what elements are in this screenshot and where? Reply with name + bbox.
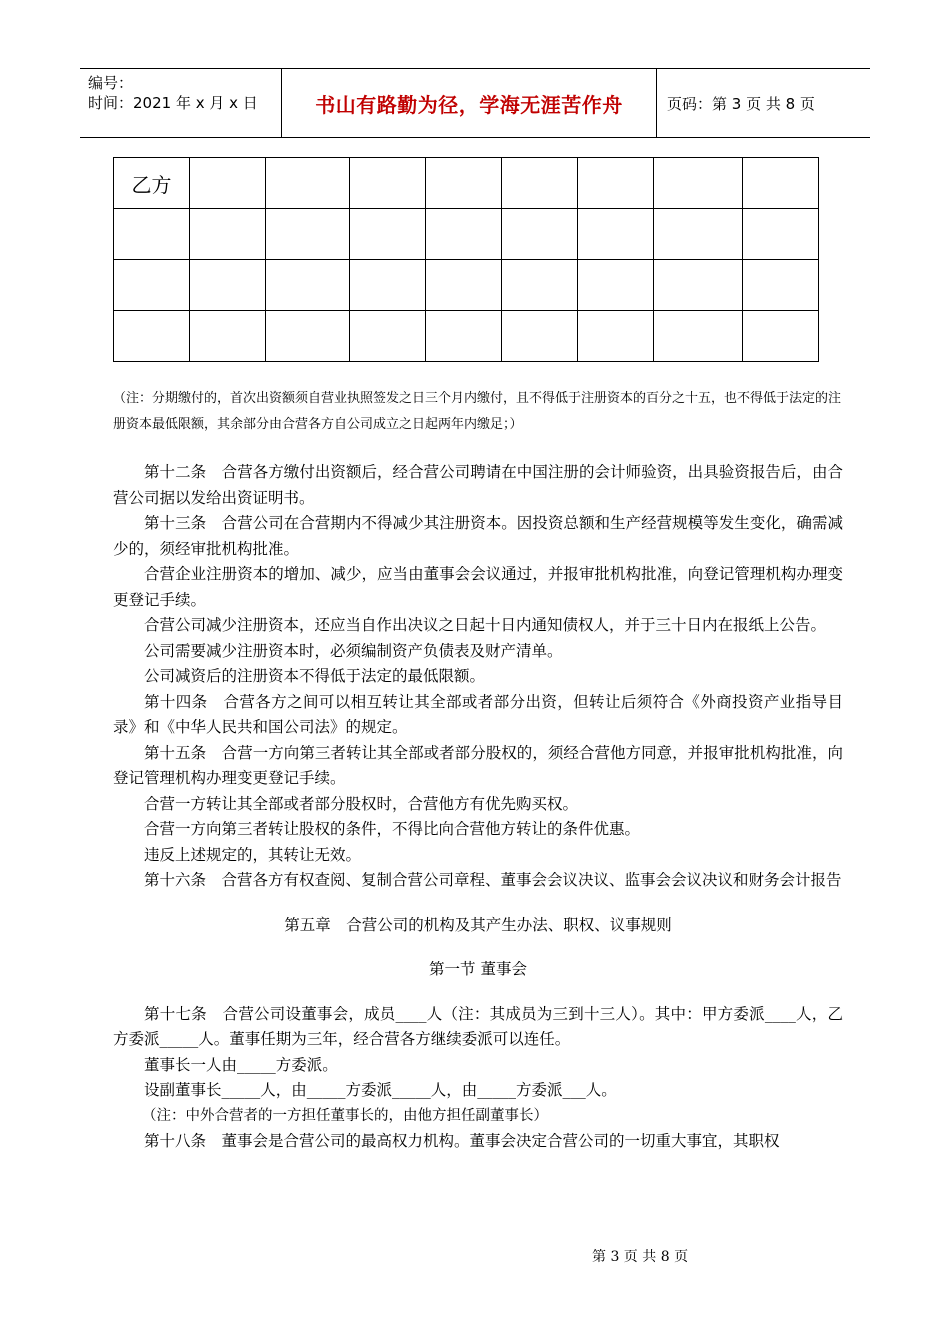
table-cell (266, 260, 350, 311)
paragraph: 第十二条 合营各方缴付出资额后，经合营公司聘请在中国注册的会计师验资，出具验资报告后，由合营公司据以发给出资证明书。 (113, 463, 843, 507)
paragraph: 第十四条 合营各方之间可以相互转让其全部或者部分出资，但转让后须符合《外商投资产业指导目录》和《中华人民共和国公司法》的规定。 (113, 692, 843, 736)
paragraph: 合营一方向第三者转让股权的条件，不得比向合营他方转让的条件优惠。 (144, 820, 641, 838)
paragraph: 公司需要减少注册资本时，必须编制资产负债表及财产清单。 (144, 641, 563, 660)
paragraph-note: （注：中外合营者的一方担任董事长的，由他方担任副董事长） (142, 1107, 548, 1124)
table-cell (654, 311, 743, 362)
table-cell (426, 209, 502, 260)
header-motto: 书山有路勤为径，学海无涯苦作舟 (282, 69, 657, 137)
table-cell (426, 158, 502, 209)
table-cell (654, 209, 743, 260)
table-cell (426, 311, 502, 362)
table-cell (266, 158, 350, 209)
number-label: 编号： (88, 74, 134, 92)
time-label: 时间：2021 年 x 月 x 日 (88, 94, 258, 112)
table-cell (350, 311, 426, 362)
contribution-table (113, 157, 819, 362)
table-cell (350, 260, 426, 311)
table-cell (502, 260, 578, 311)
paragraph: 第十五条 合营一方向第三者转让其全部或者部分股权的，须经合营他方同意，并报审批机构批准，向登记管理机构办理变更登记手续。 (113, 743, 843, 787)
table-cell (743, 209, 819, 260)
chapter-title: 第五章 合营公司的机构及其产生办法、职权、议事规则 (284, 915, 672, 934)
table-row (114, 311, 819, 362)
table-cell-party-b: 乙方 (114, 158, 190, 209)
header-left (80, 69, 282, 137)
table-cell (190, 311, 266, 362)
section-title: 第一节 董事会 (429, 960, 527, 978)
page-header (80, 68, 870, 138)
paragraph: 设副董事长_____人，由_____方委派_____人，由_____方委派___人。 (144, 1081, 617, 1099)
table-cell (426, 260, 502, 311)
document-body (113, 460, 843, 1155)
table-cell (578, 209, 654, 260)
table-cell (350, 158, 426, 209)
table-cell (190, 158, 266, 209)
table-row (114, 209, 819, 260)
table-cell (743, 260, 819, 311)
table-cell (266, 311, 350, 362)
table-cell (502, 209, 578, 260)
paragraph: 第十七条 合营公司设董事会，成员____人（注：其成员为三到十三人）。其中：甲方委派____人，乙方委派_____人。董事任期为三年，经合营各方继续委派可以连任。 (113, 1004, 843, 1048)
table-cell (190, 260, 266, 311)
table-cell (114, 209, 190, 260)
table-cell (114, 311, 190, 362)
paragraph: 第十六条 合营各方有权查阅、复制合营公司章程、董事会会议决议、监事会会议决议和财务会计报告 (144, 871, 842, 889)
header-page-label: 页码：第 3 页 共 8 页 (667, 94, 815, 113)
paragraph: 合营企业注册资本的增加、减少，应当由董事会会议通过，并报审批机构批准，向登记管理机构办理变更登记手续。 (113, 565, 843, 609)
table-cell (350, 209, 426, 260)
paragraph: 董事长一人由_____方委派。 (144, 1055, 338, 1074)
table-cell (578, 260, 654, 311)
paragraph: 合营公司减少注册资本，还应当自作出决议之日起十日内通知债权人，并于三十日内在报纸上公告。 (144, 616, 827, 634)
paragraph: 公司减资后的注册资本不得低于法定的最低限额。 (144, 667, 486, 685)
payment-note: （注：分期缴付的，首次出资额须自营业执照签发之日三个月内缴付，且不得低于注册资本的百分之十五，也不得低于法定的注册资本最低限额，其余部分由合营各方自公司成立之日起两年内缴足；） (113, 391, 842, 432)
paragraph: 第十三条 合营公司在合营期内不得减少其注册资本。因投资总额和生产经营规模等发生变化，确需减少的，须经审批机构批准。 (113, 514, 843, 558)
paragraph: 合营一方转让其全部或者部分股权时，合营他方有优先购买权。 (144, 794, 579, 813)
table-cell (654, 260, 743, 311)
table-cell (578, 311, 654, 362)
table-row (114, 260, 819, 311)
table-cell (654, 158, 743, 209)
footer-page-number: 第 3 页 共 8 页 (592, 1249, 689, 1265)
paragraph: 第十八条 董事会是合营公司的最高权力机构。董事会决定合营公司的一切重大事宜，其职权 (144, 1132, 780, 1150)
table-row (114, 158, 819, 209)
paragraph: 违反上述规定的，其转让无效。 (144, 845, 362, 864)
table-cell (743, 158, 819, 209)
table-cell (190, 209, 266, 260)
table-cell (743, 311, 819, 362)
table-cell (502, 311, 578, 362)
table-cell (502, 158, 578, 209)
table-cell (578, 158, 654, 209)
table-cell (266, 209, 350, 260)
table-cell (114, 260, 190, 311)
